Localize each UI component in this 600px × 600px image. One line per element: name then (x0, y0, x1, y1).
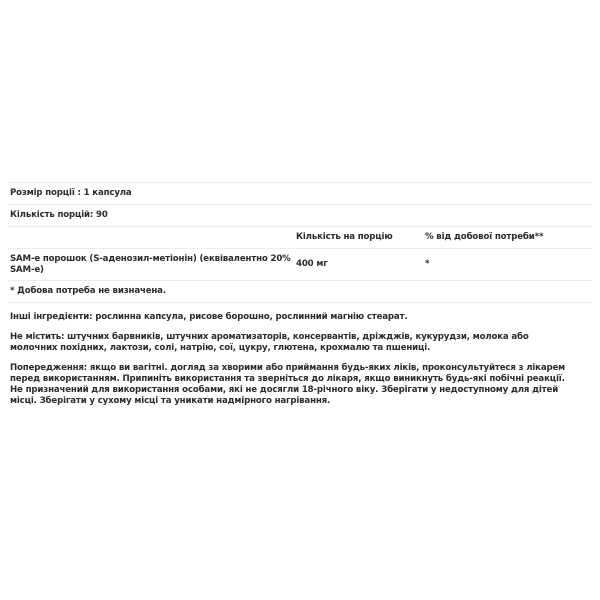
column-header-ingredient (8, 227, 294, 249)
servings-per-container: Кількість порцій: 90 (8, 205, 592, 227)
footnote-row (8, 281, 592, 303)
serving-size-row (8, 183, 592, 205)
table-header-row (8, 227, 592, 249)
free-from-statement: Не містить: штучних барвників, штучних ароматизаторів, консервантів, дріжджів, кукурудзи, молока або молочних похідних, лактози, солі, натрію, сої, цукру, глютена, крохмалю та пшениці. (10, 332, 529, 353)
supplement-facts-panel (8, 182, 592, 407)
supplement-facts-table (8, 182, 592, 303)
other-ingredients: Інші інгредієнти: рослинна капсула, рисове борошно, рослинний магнію стеарат. (10, 312, 408, 322)
warning-statement: Попередження: якщо ви вагітні. догляд за хворими або приймання будь-яких ліків, проконсультуйтеся з лікарем перед використанням. Припиніть використання та зверніться до лікаря, якщо виникнуть будь-які побічні реакції. Не призначений для використання особами, які не досягли 18-річного віку. Зберігати у недоступному для дітей місці. Зберігати у сухому місці та уникати надмірного нагрівання. (10, 363, 566, 406)
servings-per-container-row (8, 205, 592, 227)
ingredient-name: SAM-e порошок (S-аденозил-метіонін) (еквівалентно 20% SAM-e) (8, 249, 294, 281)
footnote: * Добова потреба не визначена. (8, 281, 592, 303)
serving-size: Розмір порції : 1 капсула (8, 183, 592, 205)
ingredient-daily-value: * (423, 249, 592, 281)
column-header-amount: Кількість на порцію (294, 227, 423, 249)
table-row (8, 249, 592, 281)
column-header-daily-value: % від добової потреби** (423, 227, 592, 249)
ingredient-amount: 400 мг (294, 249, 423, 281)
